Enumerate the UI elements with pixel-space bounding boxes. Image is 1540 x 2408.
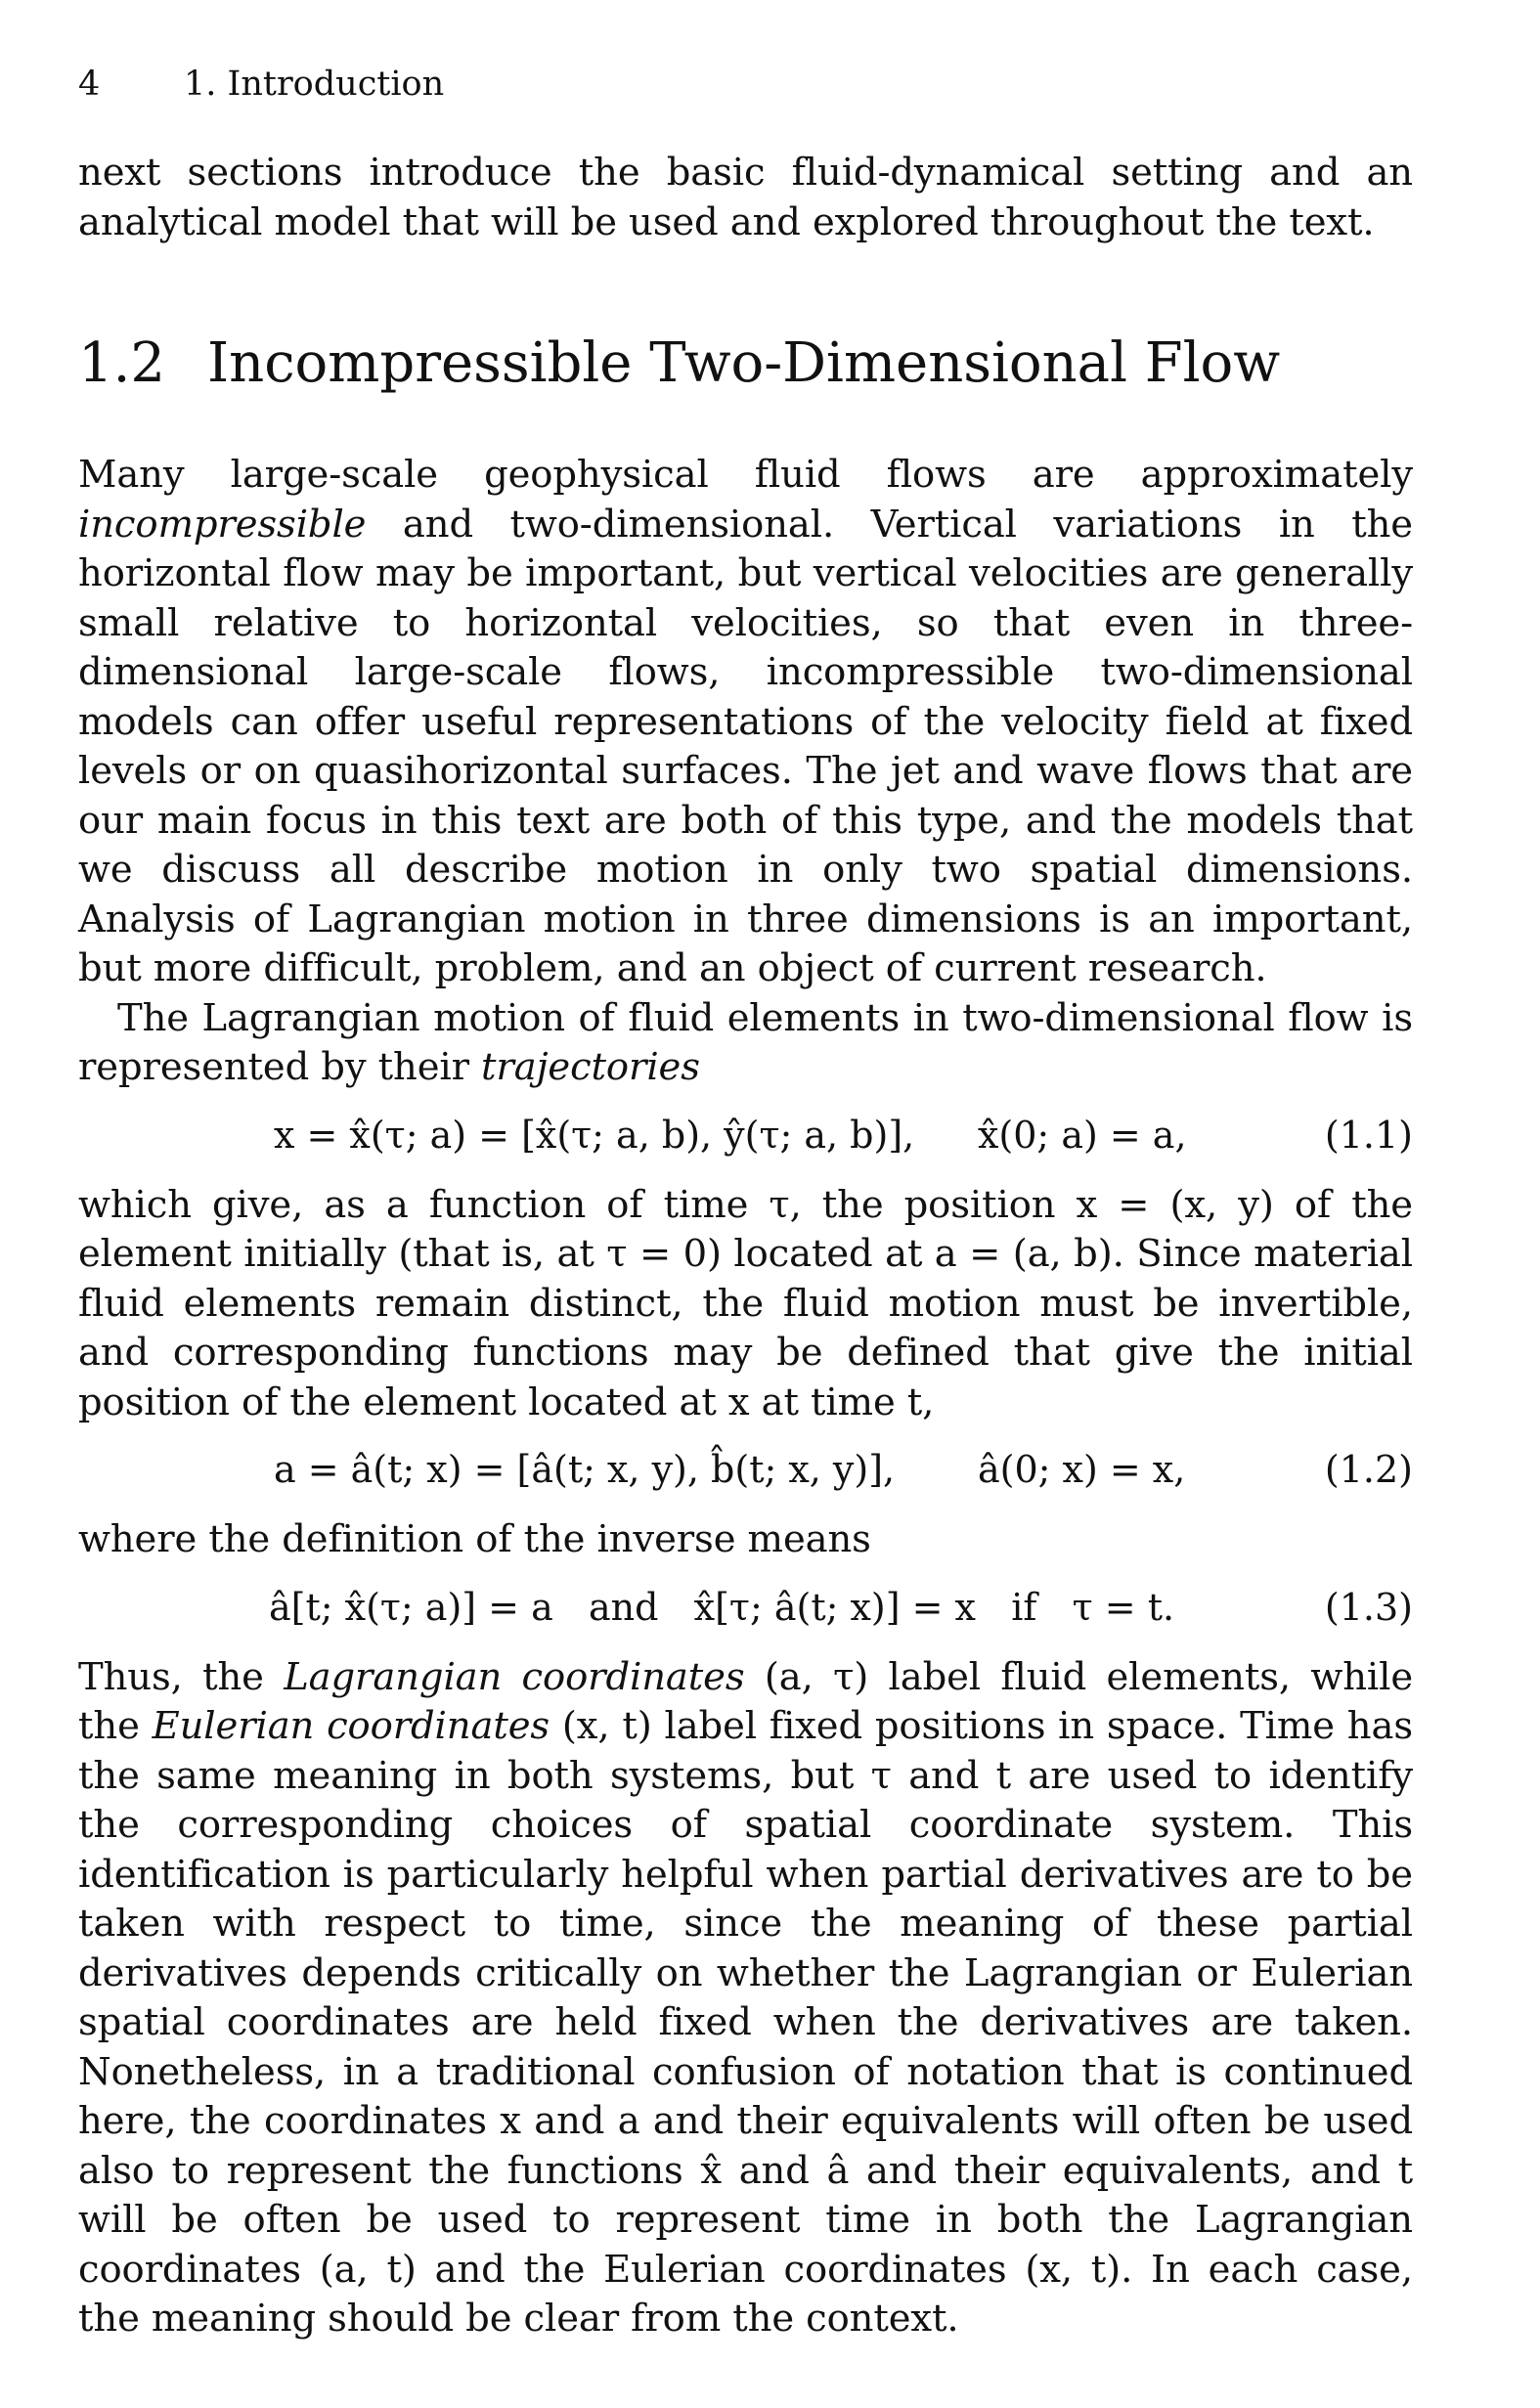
paragraph-inverse: where the definition of the inverse means <box>78 1517 871 1561</box>
term-trajectories: trajectories <box>481 1045 700 1089</box>
equation-1-1-condition: x̂(0; a) = a, <box>978 1113 1187 1157</box>
paragraph-position: which give, as a function of time τ, the position x = (x, y) of the element initially (that is, at τ = 0) located at a = (a, b). Since material fluid elements remain distinct, the fluid motion must be invertible, and corresponding functions may be defined that give the initial position of the element located at x at time t, <box>78 1182 1413 1424</box>
equation-1-1-number: (1.1) <box>1324 1113 1413 1157</box>
page-number: 4 <box>78 65 101 104</box>
equation-1-3-number: (1.3) <box>1324 1585 1413 1629</box>
section-heading <box>78 329 1413 398</box>
paragraph-incompressible <box>78 451 1413 994</box>
intro-paragraph: next sections introduce the basic fluid-dynamical setting and an analytical model that will be used and explored throughout the text. <box>78 151 1413 244</box>
running-title: 1. Introduction <box>184 65 445 104</box>
book-page <box>78 61 1413 2344</box>
equation-1-2-number: (1.2) <box>1324 1448 1413 1491</box>
equation-1-1 <box>78 1093 1413 1177</box>
term-incompressible: incompressible <box>78 502 367 547</box>
section-number: 1.2 <box>78 331 166 395</box>
para1-text-b: and two-dimensional. Vertical variations in the horizontal flow may be important, but vertical velocities are generally small relative to horizontal velocities, so that even in three-dimensional large-scale flows, incompressible two-dimensional models can offer useful representations of the velocity field at fixed levels or on quasihorizontal surfaces. The jet and wave flows that are our main focus in this text are both of this type, and the models that we discuss all describe motion in only two spatial dimensions. Analysis of Lagrangian motion in three dimensions is an important, but more difficult, problem, and an object of current research. <box>78 502 1413 990</box>
paragraph-trajectories <box>78 994 1413 1093</box>
para5-text-a: Thus, the <box>78 1654 285 1699</box>
equation-1-1-body: x = x̂(τ; a) = [x̂(τ; a, b), ŷ(τ; a, b)], <box>274 1113 915 1157</box>
para2-text-a: The Lagrangian motion of fluid elements in two-dimensional flow is represented by their <box>78 995 1413 1089</box>
equation-1-3 <box>78 1565 1413 1649</box>
equation-1-2 <box>78 1427 1413 1511</box>
equation-1-3-body: â[t; x̂(τ; a)] = a and x̂[τ; â(t; x)] = x if τ = t. <box>269 1585 1175 1629</box>
para5-text-b: (a, τ) label fluid elements, while the <box>78 1654 1414 1748</box>
term-lagrangian-coordinates: Lagrangian coordinates <box>284 1654 745 1699</box>
running-header <box>78 61 1413 108</box>
para5-text-c: (x, t) label fixed positions in space. Time has the same meaning in both systems, but τ and t are used to identify the corresponding choices of spatial coordinate system. This identification is particularly helpful when partial derivatives are to be taken with respect to time, since the meaning of these partial derivatives depends critically on whether the Lagrangian or Eulerian spatial coordinates are held fixed when the derivatives are taken. Nonetheless, in a traditional confusion of notation that is continued here, the coordinates x and a and their equivalents will often be used also to represent the functions x̂ and â and their equivalents, and t will be often be used to represent time in both the Lagrangian coordinates (a, t) and the Eulerian coordinates (x, t). In each case, the meaning should be clear from the context. <box>78 1704 1414 2341</box>
para1-text-a: Many large-scale geophysical fluid flows are approximately <box>78 453 1413 497</box>
term-eulerian-coordinates: Eulerian coordinates <box>152 1704 550 1748</box>
paragraph-coordinates <box>78 1653 1413 2344</box>
equation-1-2-condition: â(0; x) = x, <box>978 1448 1186 1491</box>
section-title: Incompressible Two-Dimensional Flow <box>207 331 1281 395</box>
equation-1-2-body: a = â(t; x) = [â(t; x, y), b̂(t; x, y)], <box>274 1448 896 1491</box>
